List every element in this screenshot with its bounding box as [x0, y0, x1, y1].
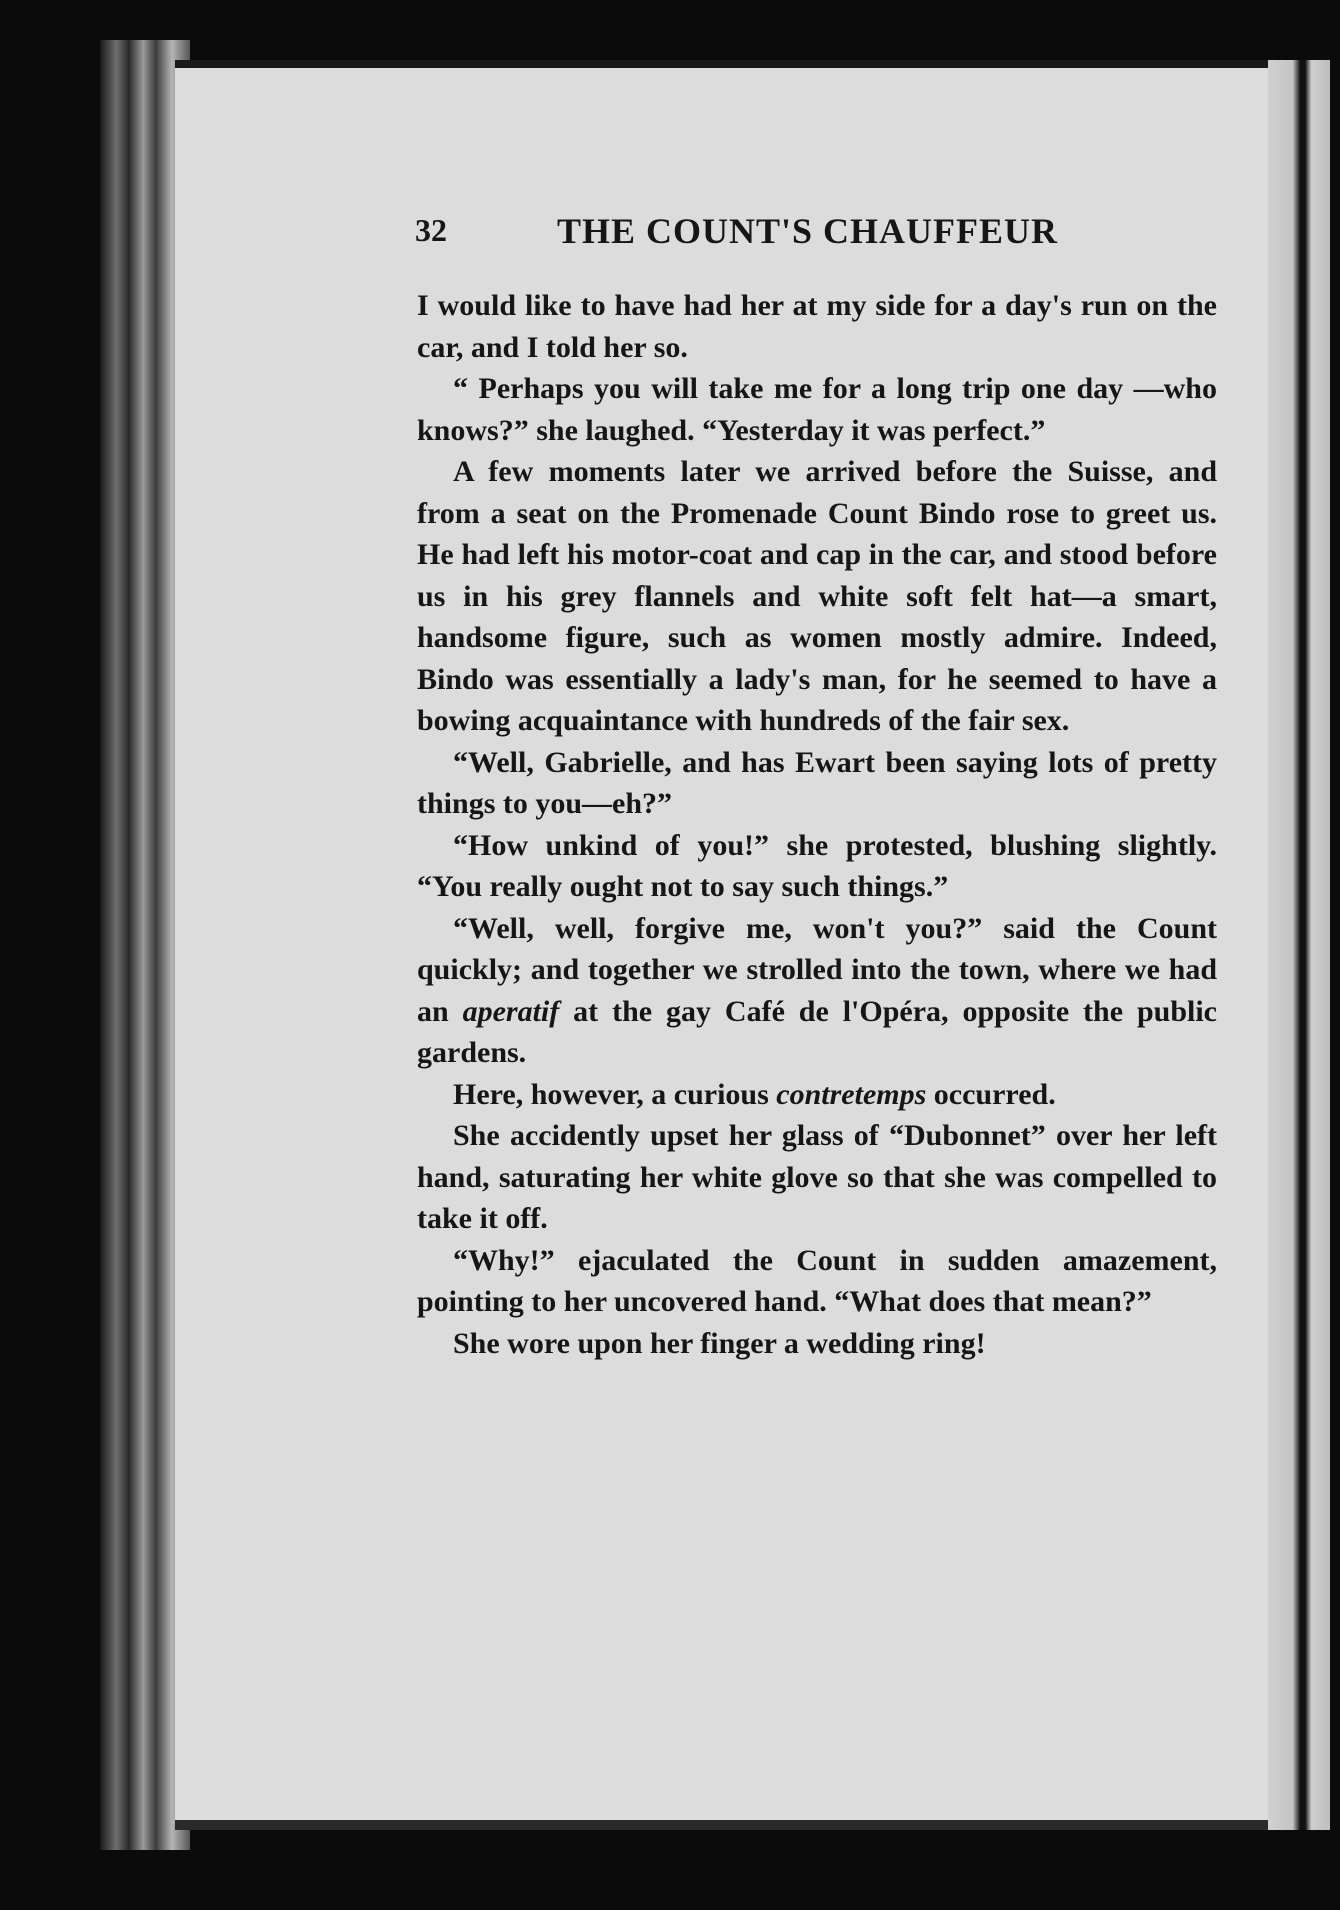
paragraph: She accidently upset her glass of “Dubonnet” over her left hand, saturating her white glove so that she was compelled to take it off.	[417, 1119, 1217, 1235]
paragraph: “Well, Gabrielle, and has Ewart been saying lots of pretty things to you—eh?”	[417, 745, 1217, 820]
paragraph-text: occurred.	[926, 1077, 1056, 1111]
paragraph: “Why!” ejaculated the Count in sudden amazement, pointing to her uncovered hand. “What does that mean?”	[417, 1243, 1217, 1318]
italic-word: contretemps	[776, 1077, 927, 1111]
paragraph	[417, 908, 1217, 1074]
paragraph: “ Perhaps you will take me for a long trip one day —who knows?” she laughed. “Yesterday it was perfect.”	[417, 372, 1217, 447]
paragraph: She wore upon her finger a wedding ring!	[453, 1326, 986, 1360]
page-edge	[1268, 60, 1330, 1830]
paragraph	[417, 1074, 1217, 1116]
running-head: THE COUNT'S CHAUFFEUR	[557, 211, 1059, 251]
text-body	[417, 285, 1217, 1364]
page-header	[415, 210, 1115, 260]
paragraph-text: at the gay Café de l'Opéra, opposite the public gardens.	[417, 994, 1217, 1069]
paragraph-text: Here, however, a curious	[453, 1077, 777, 1111]
italic-word: aperatif	[462, 994, 560, 1028]
page-number: 32	[415, 212, 447, 248]
paragraph: I would like to have had her at my side for a day's run on the car, and I told her so.	[417, 289, 1217, 364]
paragraph: A few moments later we arrived before the Suisse, and from a seat on the Promenade Count Bindo rose to greet us. He had left his motor-coat and cap in the car, and stood before us in his grey flannels and white soft felt hat—a smart, handsome figure, such as women mostly admire. Indeed, Bindo was essentially a lady's man, for he seemed to have a bowing acquaintance with hundreds of the fair sex.	[417, 455, 1217, 737]
paragraph: “How unkind of you!” she protested, blushing slightly. “You really ought not to say such things.”	[417, 828, 1217, 903]
paragraph-text: “Well, well, forgive me, won't you?” said the Count quickly; and together we strolled into the town, where we had an	[417, 911, 1217, 1028]
